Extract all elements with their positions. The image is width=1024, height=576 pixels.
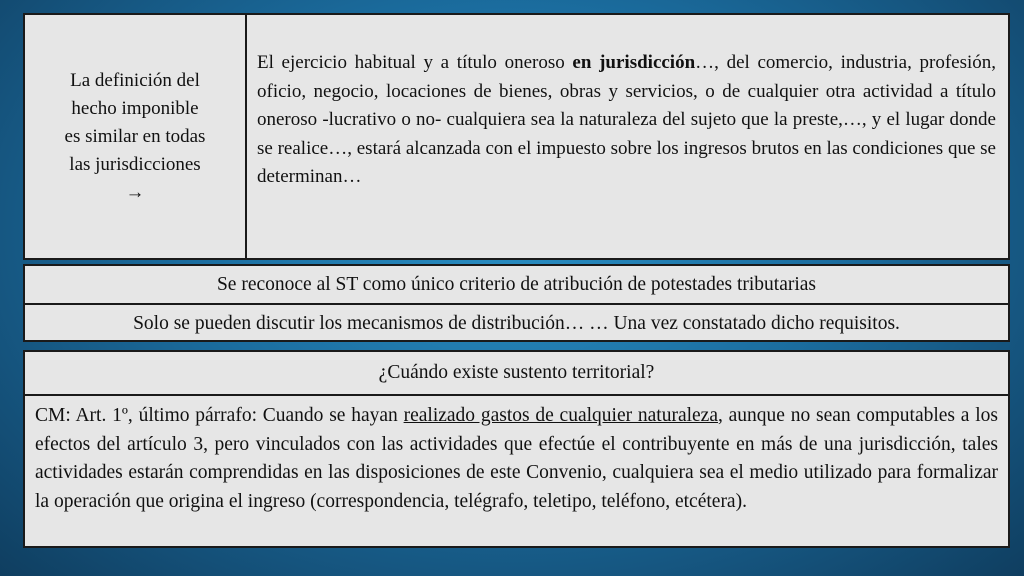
- definition-table: [23, 13, 1010, 260]
- definition-label-line: La definición del: [70, 69, 200, 91]
- territorial-text-prefix: CM: Art. 1º, último párrafo: Cuando se hayan: [35, 405, 404, 426]
- criteria-row-2: Solo se pueden discutir los mecanismos de distribución… … Una vez constatado dicho requisitos.: [25, 303, 1008, 342]
- definition-text-bold: en jurisdicción: [572, 52, 696, 73]
- definition-label: [25, 15, 247, 258]
- definition-label-line: hecho imponible: [71, 97, 199, 119]
- definition-text-prefix: El ejercicio habitual y a título oneroso: [257, 52, 573, 73]
- right-arrow-icon: →: [125, 181, 145, 203]
- territorial-text: [25, 396, 1008, 516]
- criteria-box: [23, 264, 1010, 342]
- territorial-question: ¿Cuándo existe sustento territorial?: [25, 352, 1008, 396]
- definition-text: [247, 15, 1008, 258]
- criteria-row-1: Se reconoce al ST como único criterio de atribución de potestades tributarias: [216, 273, 817, 295]
- definition-label-line: es similar en todas: [64, 125, 206, 147]
- definition-label-line: las jurisdicciones: [69, 153, 201, 175]
- territorial-box: [23, 350, 1010, 548]
- territorial-text-underlined: realizado gastos de cualquier naturaleza: [403, 405, 718, 426]
- territorial-text-suffix: , aunque no sean computables a los efectos del artículo 3, pero vinculados con las actividades que efectúe el contribuyente en más de una jurisdicción, tales actividades estarán comprendidas en las disposiciones de este Convenio, cualquiera sea el medio utilizado para formalizar la operación que origina el ingreso (correspondencia, telégrafo, teletipo, teléfono, etcétera).: [35, 405, 998, 512]
- definition-text-suffix: …, del comercio, industria, profesión, oficio, negocio, locaciones de bienes, obras y servicios, o de cualquier otra actividad a título oneroso -lucrativo o no- cualquiera sea la naturaleza del sujeto que la preste,…, y el lugar donde se realice…, estará alcanzada con el impuesto sobre los ingresos brutos en las condiciones que se determinan…: [257, 52, 997, 187]
